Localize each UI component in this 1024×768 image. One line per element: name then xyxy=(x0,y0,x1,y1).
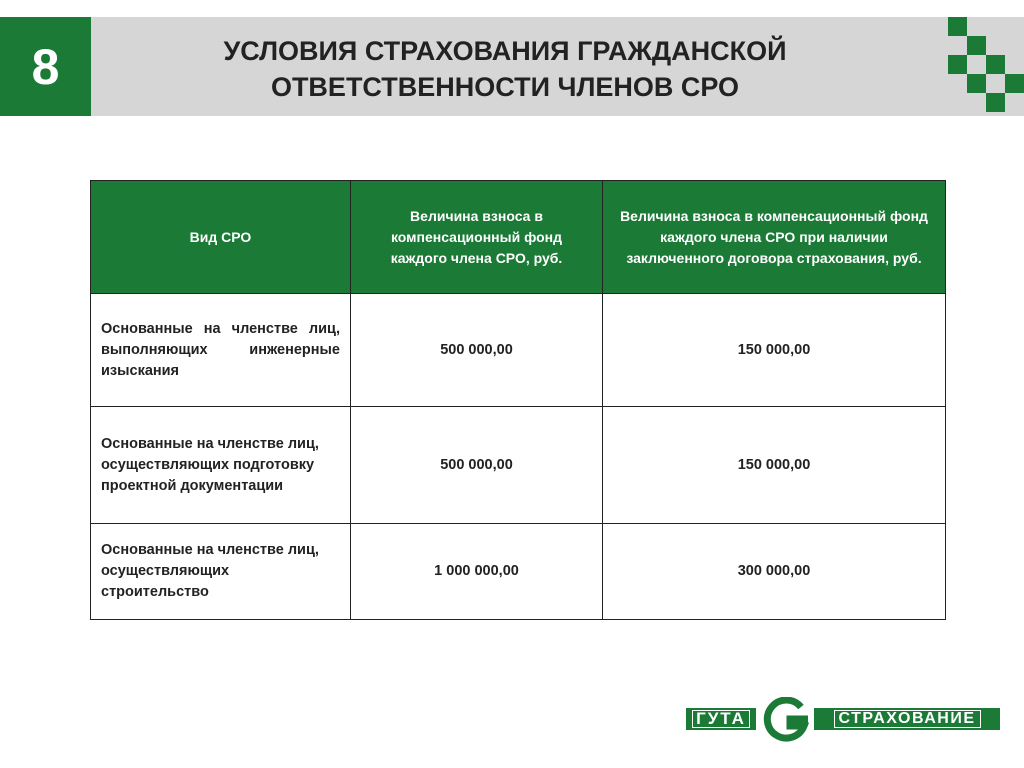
logo-left-text: ГУТА xyxy=(692,710,750,728)
table-row xyxy=(91,407,946,524)
slide-title xyxy=(140,33,870,105)
table-row xyxy=(91,524,946,620)
column-header-fund-insured: Величина взноса в компенсационный фонд каждого члена СРО при наличии заключенного договора страхования, руб. xyxy=(603,181,946,294)
contribution-table xyxy=(90,180,946,620)
logo-right-text: СТРАХОВАНИЕ xyxy=(834,710,981,728)
row-fund-insured: 150 000,00 xyxy=(603,294,946,407)
row-kind: Основанные на членстве лиц, осуществляющих подготовку проектной документации xyxy=(91,407,351,524)
table-header-row xyxy=(91,181,946,294)
logo-g-icon xyxy=(760,697,812,743)
row-fund-insured: 300 000,00 xyxy=(603,524,946,620)
decorative-square-pattern xyxy=(945,15,1024,117)
row-fund: 500 000,00 xyxy=(351,407,603,524)
company-logo xyxy=(686,697,1004,743)
logo-right-plate xyxy=(814,708,1000,730)
row-fund: 500 000,00 xyxy=(351,294,603,407)
slide-title-line-1: УСЛОВИЯ СТРАХОВАНИЯ ГРАЖДАНСКОЙ xyxy=(223,36,787,66)
table-row xyxy=(91,294,946,407)
row-kind: Основанные на членстве лиц, осуществляющих строительство xyxy=(91,524,351,620)
slide-number: 8 xyxy=(0,17,91,116)
column-header-fund: Величина взноса в компенсационный фонд каждого члена СРО, руб. xyxy=(351,181,603,294)
logo-left-plate xyxy=(686,708,756,730)
row-fund: 1 000 000,00 xyxy=(351,524,603,620)
slide-title-line-2: ОТВЕТСТВЕННОСТИ ЧЛЕНОВ СРО xyxy=(270,72,740,102)
column-header-kind: Вид СРО xyxy=(91,181,351,294)
row-kind: Основанные на членстве лиц, выполняющих инженерные изыскания xyxy=(91,294,351,407)
row-fund-insured: 150 000,00 xyxy=(603,407,946,524)
